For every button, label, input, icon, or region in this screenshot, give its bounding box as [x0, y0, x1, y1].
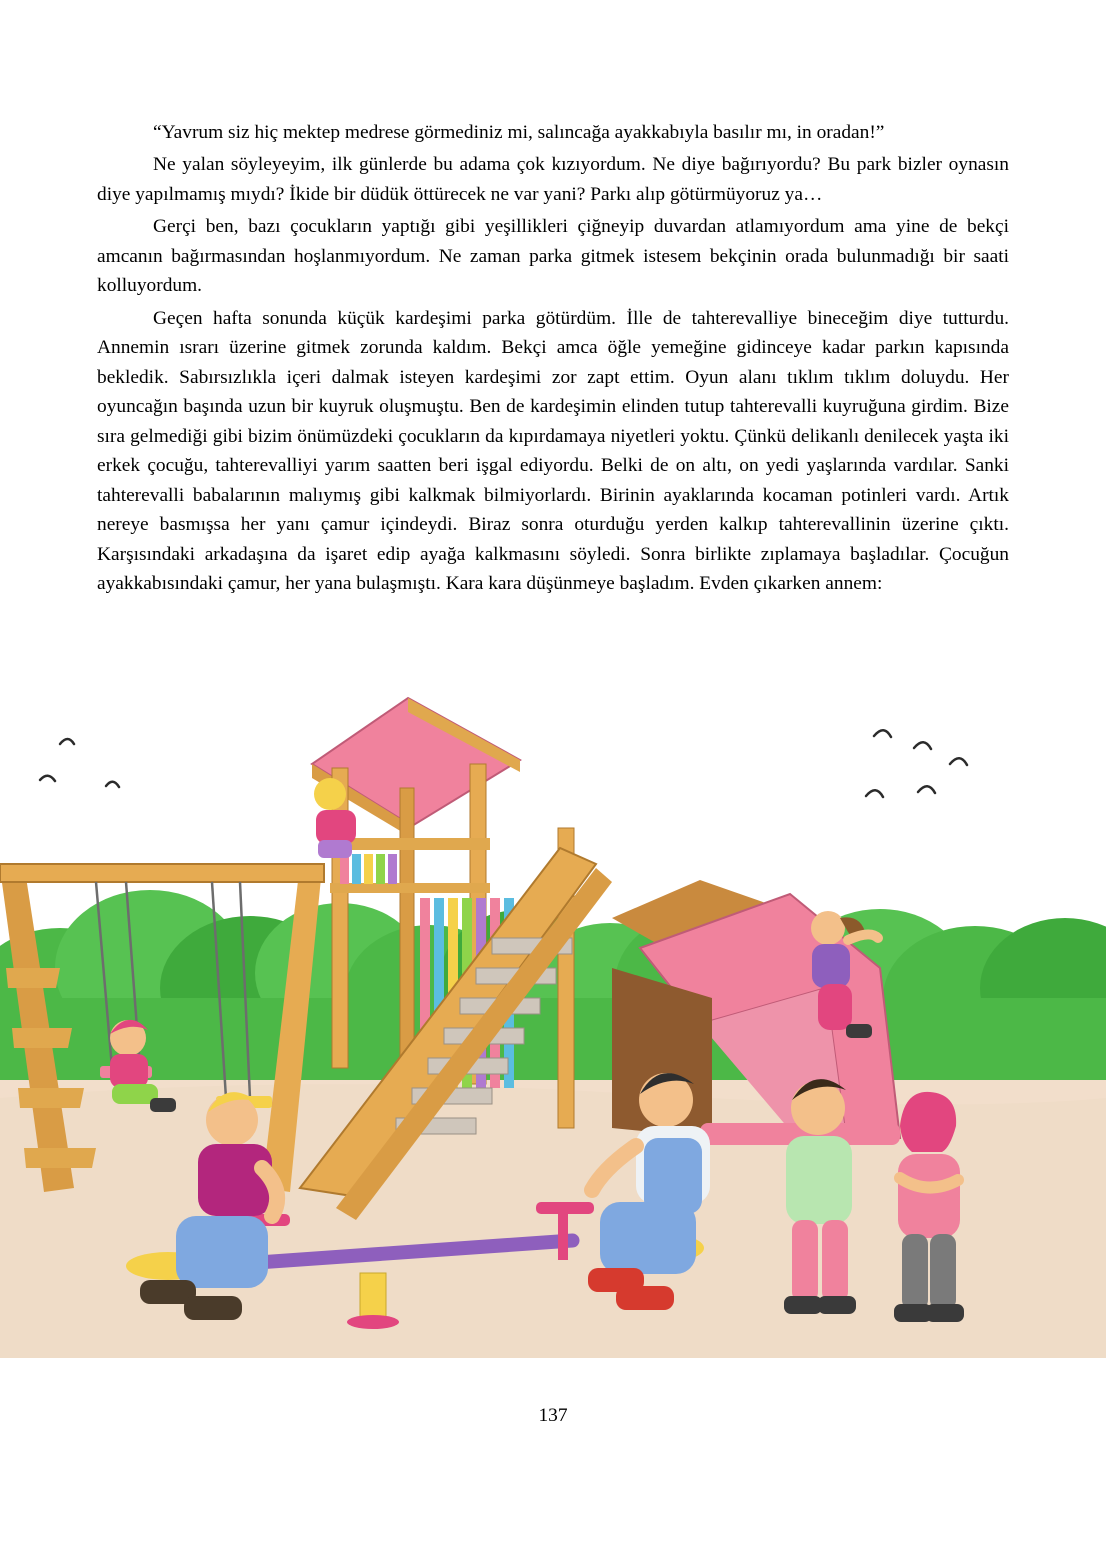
paragraph-3: Gerçi ben, bazı çocukların yaptığı gibi yeşillikleri çiğneyip duvardan atlamıyordum ama yine de bekçi amcanın bağırmasından hoşlanmıyordum. Ne zaman parka gitmek istesem bekçinin orada bulunmadığı bir saati kolluyordum.: [97, 216, 1009, 297]
page-number: 137: [538, 1405, 568, 1426]
paragraph-2: Ne yalan söyleyeyim, ilk günlerde bu adama çok kızıyordum. Ne diye bağırıyordu? Bu park bizler oynasın diye yapılmamış mıydı? İkide bir düdük öttürecek ne var yani? Parkı alıp götürmüyoruz ya…: [97, 154, 1009, 205]
body-text: [97, 118, 1009, 602]
paragraph-1: “Yavrum siz hiç mektep medrese görmediniz mi, salıncağa ayakkabıyla basılır mı, in oradan!”: [153, 122, 885, 143]
playground-illustration: [0, 668, 1106, 1358]
paragraph-4: Geçen hafta sonunda küçük kardeşimi parka götürdüm. İlle de tahterevalliye bineceğim diye tutturdu. Annemin ısrarı üzerine gitmek zorunda kaldım. Bekçi amca öğle yemeğine gidinceye kadar parkın kapısında bekledik. Sabırsızlıkla içeri dalmak isteyen kardeşimi zor zapt ettim. Oyun alanı tıklım tıklım doluydu. Her oyuncağın başında uzun bir kuyruk oluşmuştu. Ben de kardeşimin elinden tutup tahterevalli kuyruğuna girdim. Bize sıra gelmediği gibi bizim önümüzdeki çocukların da kıpırdamaya niyetleri yoktu. Çünkü delikanlı denilecek yaşta iki erkek çocuğu, tahterevalliyi yarım saatten beri işgal ediyordu. Belki de on altı, on yedi yaşlarında vardılar. Sanki tahterevalli babalarının malıymış gibi kalkmak bilmiyorlardı. Birinin ayaklarında kocaman potinleri vardı. Artık nereye basmışsa her yanı çamur içindeydi. Biraz sonra oturduğu yerden kalkıp tahterevallinin üzerine çıktı. Karşısındaki arkadaşına da işaret edip ayağa kalkmasını söyledi. Sonra birlikte zıplamaya başladılar. Çocuğun ayakkabısındaki çamur, her yana bulaşmıştı. Kara kara düşünmeye başladım. Evden çıkarken annem:: [97, 307, 1009, 595]
